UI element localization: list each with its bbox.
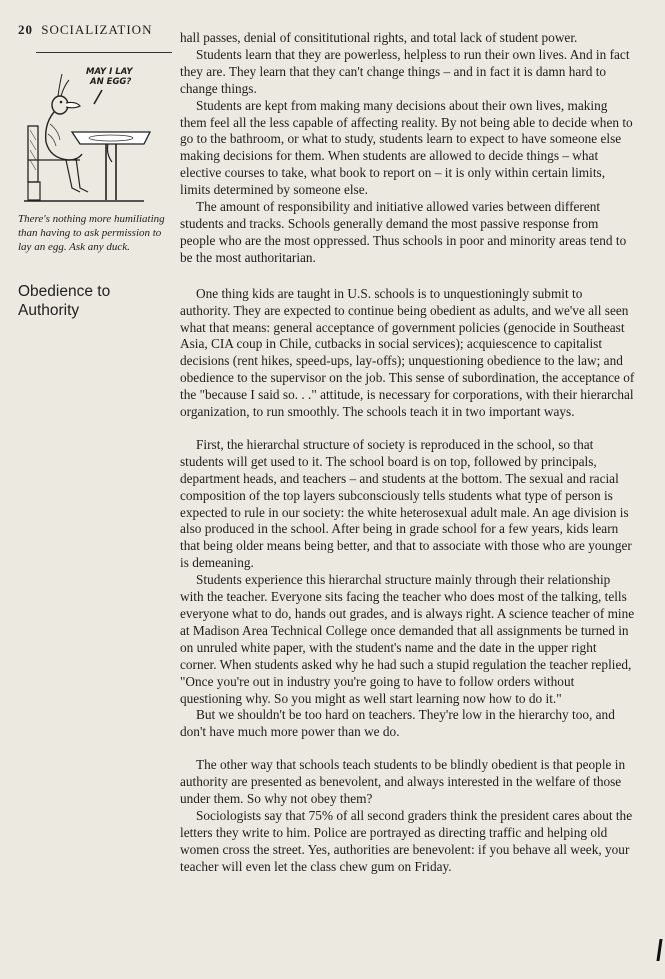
section-title: SOCIALIZATION <box>41 22 153 37</box>
duck-cartoon-illustration <box>20 60 170 210</box>
paragraph: Students are kept from making many decisions about their own lives, making them feel all the less capable of affecting reality. By not being able to decide when to go to the bathroom, or what to study, students learn to expect to have someone else making decisions for them. When students are allowed to decide things – what elective courses to take, what book to report on – it is only within certain limits, limits determined by someone else. <box>180 97 633 198</box>
paragraph: hall passes, denial of consititutional rights, and total lack of student power. <box>180 30 578 45</box>
paragraph: The amount of responsibility and initiative allowed varies between different students and tracks. Schools generally demand the most passive response from people who are the most oppressed. Thus schools in poor and minority areas tend to be the most authoritarian. <box>180 199 627 265</box>
page-number: 20 <box>18 22 33 37</box>
paragraph: Students experience this hierarchal structure mainly through their relationship with the teacher. Everyone sits facing the teacher who does most of the talking, tells everyone what to do, hands out grades, and is always right. A science teacher of mine at Madison Area Technical College once demanded that all assignments be turned in on unruled white paper, with the student's name and the date in the upper right corner. When students asked why he had such a stupid regulation the teacher replied, "Once you're out in industry you're going to have to follow orders without questioning why. So you might as well start learning now how to do it." <box>180 572 635 706</box>
paragraph: Students learn that they are powerless, helpless to run their own lives. And in fact they are. They learn that they can't change things – and in fact it is damn hard to change things. <box>180 46 630 96</box>
running-header <box>18 22 152 38</box>
paragraph: But we shouldn't be too hard on teachers. They're low in the hierarchy too, and don't have much more power than we do. <box>180 707 615 740</box>
paragraph: First, the hierarchal structure of society is reproduced in the school, so that students will get used to it. The school board is on top, followed by principals, department heads, and teachers – and students at the bottom. The sexual and racial composition of the top layers subconsciously tells students what type of person is expected to rule in our society: the white heterosexual adult male. An age division is also produced in the school. After being in grade school for a few years, kids learn that being older means being better, and that to associate with those who are younger is demeaning. <box>180 436 632 571</box>
paragraph: One thing kids are taught in U.S. schools is to unquestioningly submit to authority. They are expected to continue being obedient as adults, and we've all seen what that means: general acceptance of government policies (genocide in Southeast Asia, CIA coup in Chile, cutbacks in social services); acquiescence to capitalist decisions (rent hikes, speed-ups, lay-offs); unquestioning obedience to the law; and obedience to the supervisor on the job. This sense of subordination, the acceptance of the "because I said so. . ." attitude, is necessary for corporations, with their hierarchal organization, to run smoothly. The schools teach it in two important ways. <box>180 285 635 420</box>
body-text <box>180 30 636 876</box>
spacer <box>180 421 636 437</box>
paragraph: Sociologists say that 75% of all second graders think the president cares about the letters they write to him. Police are portrayed as directing traffic and helping old women cross the street. Yes, authorities are benevolent: if you behave all week, your teacher will even let the class chew gum on Friday. <box>180 807 633 874</box>
spacer <box>180 741 636 757</box>
section-heading: Obedience to Authority <box>18 283 111 319</box>
cartoon-caption: There's nothing more humiliating than having to ask permission to lay an egg. Ask any duck. <box>18 213 165 253</box>
header-rule <box>36 52 172 53</box>
paragraph: The other way that schools teach students to be blindly obedient is that people in authority are presented as benevolent, and always interested in the welfare of those under them. So why not obey them? <box>180 757 626 807</box>
page-edge-mark <box>656 939 662 961</box>
speech-line-2: AN EGG? <box>90 77 132 87</box>
speech-line-1: MAY I LAY <box>86 67 133 77</box>
spacer <box>180 267 636 286</box>
